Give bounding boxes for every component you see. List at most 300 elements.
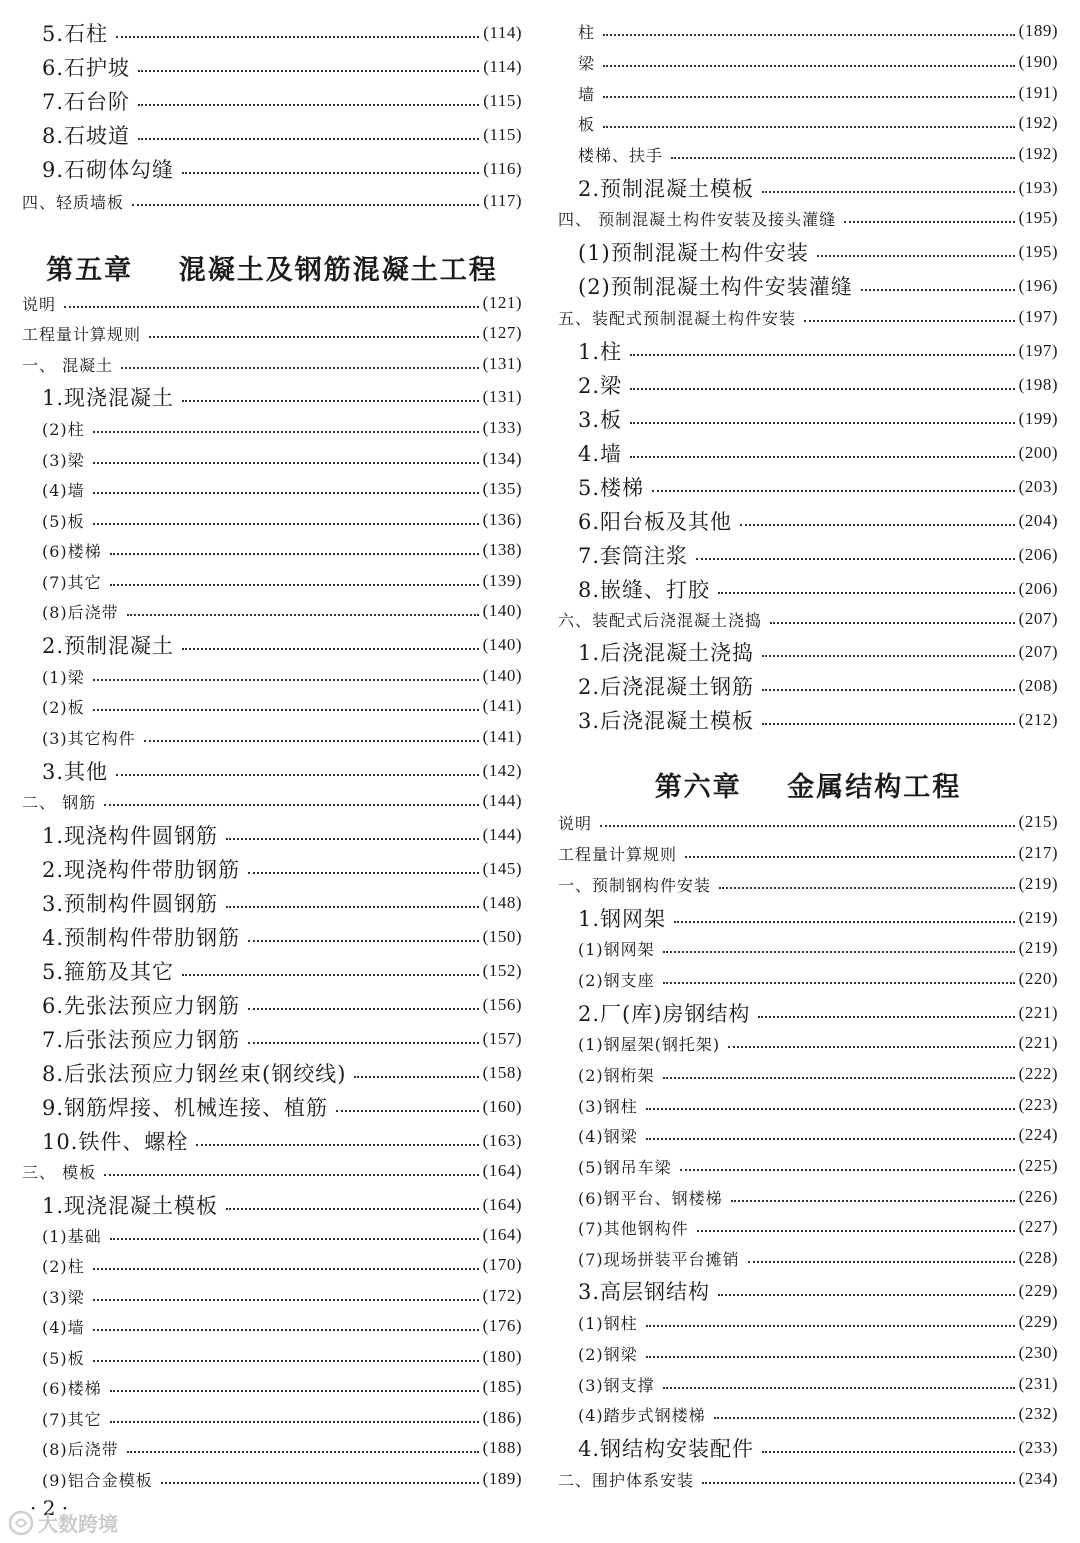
toc-entry-label: (7)其他钢构件 — [578, 1218, 689, 1238]
toc-entry-page: (217) — [1018, 843, 1058, 862]
dot-leader — [121, 367, 479, 369]
dot-leader — [762, 723, 1015, 725]
dot-leader — [93, 709, 479, 711]
toc-entry-label: (1)钢网架 — [578, 939, 655, 959]
toc-entry — [558, 807, 1058, 837]
toc-entry-label: (2)钢梁 — [578, 1344, 638, 1364]
toc-entry — [22, 186, 522, 216]
dot-leader — [354, 1076, 478, 1078]
dot-leader — [861, 289, 1015, 291]
toc-entry-page: (148) — [482, 893, 522, 912]
toc-entry-label: (6)楼梯 — [42, 541, 102, 561]
toc-entry-label: 4.钢结构安装配件 — [578, 1437, 755, 1461]
toc-entry-label: 墙 — [578, 84, 596, 104]
dot-leader — [696, 558, 1015, 560]
toc-entry — [22, 1372, 522, 1402]
dot-leader — [132, 204, 479, 206]
toc-entry-page: (231) — [1018, 1374, 1058, 1393]
dot-leader — [116, 36, 479, 38]
dot-leader — [680, 1169, 1015, 1171]
chapter-heading: 第五章 混凝土及钢筋混凝土工程 — [46, 255, 498, 286]
toc-entry — [558, 903, 1058, 933]
toc-entry — [22, 382, 522, 412]
toc-entry — [22, 661, 522, 691]
toc-entry-page: (164) — [482, 1161, 522, 1180]
toc-entry — [22, 120, 522, 150]
toc-entry-label: (2)预制混凝土构件安装灌缝 — [578, 275, 853, 299]
toc-entry — [558, 47, 1058, 77]
toc-entry-label: (1)钢屋架(钢托架) — [578, 1034, 721, 1054]
toc-entry-label: 3.预制构件圆钢筋 — [42, 892, 219, 916]
toc-entry-page: (116) — [483, 159, 522, 178]
toc-entry-label: (6)楼梯 — [42, 1378, 102, 1398]
toc-entry-page: (189) — [1018, 21, 1058, 40]
dot-leader — [646, 1138, 1015, 1140]
dot-leader — [630, 456, 1015, 458]
dot-leader — [93, 1299, 479, 1301]
dot-leader — [110, 553, 479, 555]
toc-entry-page: (206) — [1018, 545, 1058, 564]
toc-entry — [558, 705, 1058, 735]
toc-entry-label: 2.现浇构件带肋钢筋 — [42, 858, 241, 882]
toc-entry — [558, 1212, 1058, 1242]
toc-entry-label: 一、 混凝土 — [22, 355, 114, 375]
toc-entry-label: 5.箍筋及其它 — [42, 960, 175, 984]
toc-entry — [558, 1120, 1058, 1150]
toc-entry-label: 3.板 — [578, 408, 623, 432]
toc-entry-label: 2.预制混凝土模板 — [578, 177, 755, 201]
toc-entry-label: 9.钢筋焊接、机械连接、植筋 — [42, 1096, 329, 1120]
toc-entry-label: (4)钢梁 — [578, 1126, 638, 1146]
dot-leader — [226, 838, 479, 840]
toc-entry — [22, 956, 522, 986]
toc-entry-label: 三、 模板 — [22, 1162, 97, 1182]
toc-entry-page: (196) — [1018, 276, 1058, 295]
dot-leader — [740, 524, 1015, 526]
toc-entry-label: (5)钢吊车梁 — [578, 1157, 672, 1177]
dot-leader — [718, 1294, 1015, 1296]
toc-entry-label: 1.现浇构件圆钢筋 — [42, 824, 219, 848]
toc-entry-page: (150) — [482, 927, 522, 946]
toc-entry-label: 二、围护体系安装 — [558, 1470, 695, 1490]
toc-entry — [558, 16, 1058, 46]
toc-entry — [22, 854, 522, 884]
dot-leader — [93, 679, 479, 681]
toc-entry-label: (3)梁 — [42, 450, 85, 470]
toc-entry — [558, 78, 1058, 108]
toc-entry-label: 6.先张法预应力钢筋 — [42, 994, 241, 1018]
toc-entry — [558, 1182, 1058, 1212]
toc-entry — [558, 1243, 1058, 1273]
toc-entry-label: (1)钢柱 — [578, 1313, 638, 1333]
toc-entry-label: (1)预制混凝土构件安装 — [578, 241, 809, 265]
toc-entry — [558, 1399, 1058, 1429]
toc-entry-label: (7)现场拼装平台摊销 — [578, 1249, 740, 1269]
toc-entry-page: (195) — [1018, 208, 1058, 227]
toc-entry-page: (219) — [1018, 938, 1058, 957]
dot-leader — [714, 1417, 1015, 1419]
dot-leader — [138, 104, 479, 106]
dot-leader — [663, 1387, 1015, 1389]
toc-entry-label: (3)梁 — [42, 1287, 85, 1307]
dot-leader — [844, 221, 1015, 223]
toc-entry-page: (229) — [1018, 1312, 1058, 1331]
toc-entry — [22, 318, 522, 348]
toc-entry-page: (229) — [1018, 1281, 1058, 1300]
toc-entry-page: (170) — [482, 1255, 522, 1274]
toc-entry — [558, 404, 1058, 434]
toc-entry-label: (2)柱 — [42, 419, 85, 439]
toc-entry-page: (133) — [482, 418, 522, 437]
toc-entry — [22, 444, 522, 474]
toc-entry — [22, 1464, 522, 1494]
toc-entry-page: (220) — [1018, 969, 1058, 988]
toc-entry — [558, 1338, 1058, 1368]
toc-entry-page: (188) — [482, 1438, 522, 1457]
toc-entry-label: 5.楼梯 — [578, 476, 645, 500]
toc-entry — [558, 203, 1058, 233]
toc-entry-label: 工程量计算规则 — [22, 324, 142, 344]
dot-leader — [248, 1008, 479, 1010]
toc-entry — [558, 237, 1058, 267]
toc-entry-label: 8.嵌缝、打胶 — [578, 578, 711, 602]
dot-leader — [646, 1108, 1015, 1110]
toc-entry — [22, 1311, 522, 1341]
toc-entry-label: (7)其它 — [42, 572, 102, 592]
toc-entry-page: (225) — [1018, 1156, 1058, 1175]
toc-entry-page: (141) — [482, 696, 522, 715]
toc-entry-page: (138) — [482, 540, 522, 559]
toc-entry — [558, 173, 1058, 203]
toc-entry-page: (234) — [1018, 1469, 1058, 1488]
toc-entry-page: (215) — [1018, 812, 1058, 831]
toc-entry — [22, 505, 522, 535]
dot-leader — [603, 34, 1015, 36]
toc-entry-label: 1.钢网架 — [578, 907, 667, 931]
toc-entry-page: (198) — [1018, 375, 1058, 394]
toc-entry-page: (163) — [482, 1131, 522, 1150]
toc-entry-label: (4)墙 — [42, 480, 85, 500]
toc-entry-label: (4)墙 — [42, 1317, 85, 1337]
toc-entry-label: 说明 — [22, 294, 57, 314]
toc-entry-label: 1.柱 — [578, 340, 623, 364]
dot-leader — [138, 138, 479, 140]
toc-entry — [22, 1250, 522, 1280]
toc-entry — [558, 998, 1058, 1028]
dot-leader — [127, 1451, 479, 1453]
toc-entry-page: (115) — [483, 91, 522, 110]
toc-entry-page: (115) — [483, 125, 522, 144]
toc-entry-page: (140) — [482, 635, 522, 654]
toc-entry-label: 7.后张法预应力钢筋 — [42, 1028, 241, 1052]
dot-leader — [182, 648, 479, 650]
dot-leader — [646, 1325, 1015, 1327]
toc-entry — [22, 566, 522, 596]
dot-leader — [674, 921, 1015, 923]
dot-leader — [248, 940, 479, 942]
toc-entry — [558, 438, 1058, 468]
toc-entry-page: (191) — [1018, 83, 1058, 102]
toc-entry-label: 梁 — [578, 53, 596, 73]
toc-entry-label: (2)钢桁架 — [578, 1065, 655, 1085]
toc-entry — [22, 1403, 522, 1433]
toc-entry-page: (233) — [1018, 1438, 1058, 1457]
toc-entry — [558, 1276, 1058, 1306]
dot-leader — [248, 872, 479, 874]
toc-entry — [22, 86, 522, 116]
toc-entry-label: 10.铁件、螺栓 — [42, 1130, 189, 1154]
toc-entry — [558, 869, 1058, 899]
toc-entry-label: 说明 — [558, 813, 593, 833]
dot-leader — [144, 740, 479, 742]
dot-leader — [646, 1356, 1015, 1358]
toc-entry-page: (190) — [1018, 52, 1058, 71]
dot-leader — [110, 1421, 479, 1423]
dot-leader — [758, 1016, 1014, 1018]
toc-entry — [22, 1190, 522, 1220]
toc-entry-label: (1)梁 — [42, 667, 85, 687]
toc-entry — [22, 474, 522, 504]
dot-leader — [182, 974, 479, 976]
dot-leader — [93, 1360, 479, 1362]
dot-leader — [149, 336, 479, 338]
toc-entry-page: (228) — [1018, 1248, 1058, 1267]
toc-entry — [22, 786, 522, 816]
dot-leader — [663, 982, 1015, 984]
toc-entry — [558, 1090, 1058, 1120]
toc-entry-page: (221) — [1018, 1033, 1058, 1052]
toc-entry — [558, 1464, 1058, 1494]
dot-leader — [64, 306, 479, 308]
toc-entry-label: 工程量计算规则 — [558, 844, 678, 864]
toc-entry-label: (4)踏步式钢楼梯 — [578, 1405, 706, 1425]
toc-entry-page: (208) — [1018, 676, 1058, 695]
toc-entry-page: (226) — [1018, 1187, 1058, 1206]
dot-leader — [697, 1230, 1015, 1232]
toc-entry-page: (192) — [1018, 144, 1058, 163]
toc-entry — [558, 838, 1058, 868]
dot-leader — [728, 1046, 1015, 1048]
toc-entry-page: (134) — [482, 449, 522, 468]
dot-leader — [718, 592, 1015, 594]
toc-entry-label: 柱 — [578, 22, 596, 42]
dot-leader — [182, 400, 479, 402]
dot-leader — [603, 65, 1015, 67]
toc-entry-label: 2.预制混凝土 — [42, 634, 175, 658]
toc-entry-label: 四、 预制混凝土构件安装及接头灌缝 — [558, 209, 837, 229]
toc-entry-page: (136) — [482, 510, 522, 529]
toc-entry-page: (221) — [1018, 1003, 1058, 1022]
toc-entry-page: (192) — [1018, 113, 1058, 132]
toc-entry-page: (185) — [482, 1377, 522, 1396]
toc-entry-page: (219) — [1018, 874, 1058, 893]
toc-entry — [558, 637, 1058, 667]
toc-entry-page: (139) — [482, 571, 522, 590]
toc-entry-label: (1)基础 — [42, 1226, 102, 1246]
dot-leader — [652, 490, 1015, 492]
toc-entry-page: (230) — [1018, 1343, 1058, 1362]
dot-leader — [110, 1390, 479, 1392]
toc-entry-page: (219) — [1018, 908, 1058, 927]
toc-entry-page: (206) — [1018, 579, 1058, 598]
toc-entry — [22, 722, 522, 752]
toc-entry-label: 四、轻质墙板 — [22, 192, 125, 212]
dot-leader — [671, 157, 1015, 159]
dot-leader — [702, 1482, 1015, 1484]
dot-leader — [182, 172, 479, 174]
toc-entry-page: (195) — [1018, 242, 1058, 261]
dot-leader — [762, 689, 1015, 691]
watermark — [8, 1508, 118, 1537]
toc-entry — [558, 964, 1058, 994]
toc-entry — [22, 888, 522, 918]
toc-entry — [558, 1307, 1058, 1337]
toc-entry-label: 1.后浇混凝土浇捣 — [578, 641, 755, 665]
dot-leader — [127, 614, 479, 616]
toc-entry — [22, 18, 522, 48]
toc-entry-page: (232) — [1018, 1404, 1058, 1423]
dot-leader — [762, 1451, 1015, 1453]
toc-entry — [22, 1433, 522, 1463]
toc-entry-label: 8.石坡道 — [42, 124, 131, 148]
toc-entry-page: (180) — [482, 1347, 522, 1366]
toc-entry — [558, 271, 1058, 301]
toc-entry — [558, 302, 1058, 332]
dot-leader — [603, 96, 1015, 98]
dot-leader — [196, 1144, 478, 1146]
toc-entry — [22, 1220, 522, 1250]
dot-leader — [685, 856, 1015, 858]
toc-entry — [558, 933, 1058, 963]
toc-entry-page: (197) — [1018, 307, 1058, 326]
chapter-heading: 第六章 金属结构工程 — [654, 772, 962, 803]
toc-entry-label: (7)其它 — [42, 1409, 102, 1429]
toc-entry — [558, 1151, 1058, 1181]
toc-entry — [558, 671, 1058, 701]
toc-entry-label: (6)钢平台、钢楼梯 — [578, 1188, 723, 1208]
toc-entry-label: 3.高层钢结构 — [578, 1280, 711, 1304]
dot-leader — [93, 1268, 479, 1270]
logo-icon — [8, 1510, 34, 1536]
dot-leader — [603, 126, 1015, 128]
dot-leader — [93, 523, 479, 525]
toc-entry — [22, 820, 522, 850]
toc-entry-page: (197) — [1018, 341, 1058, 360]
dot-leader — [663, 1077, 1015, 1079]
dot-leader — [104, 1174, 479, 1176]
toc-entry-page: (164) — [482, 1195, 522, 1214]
toc-entry-page: (186) — [482, 1408, 522, 1427]
toc-entry-label: 3.其他 — [42, 760, 109, 784]
toc-entry — [22, 1342, 522, 1372]
toc-entry-label: (2)板 — [42, 697, 85, 717]
toc-entry — [558, 108, 1058, 138]
toc-entry — [22, 288, 522, 318]
toc-entry — [558, 336, 1058, 366]
dot-leader — [663, 951, 1015, 953]
dot-leader — [226, 1208, 479, 1210]
toc-entry-label: 2.梁 — [578, 374, 623, 398]
dot-leader — [762, 655, 1015, 657]
dot-leader — [226, 906, 479, 908]
toc-entry-page: (141) — [482, 727, 522, 746]
toc-entry-label: 1.现浇混凝土模板 — [42, 1194, 219, 1218]
toc-entry-page: (144) — [482, 825, 522, 844]
toc-entry — [22, 630, 522, 660]
toc-entry-label: (3)钢支撑 — [578, 1375, 655, 1395]
toc-entry-label: 7.石台阶 — [42, 90, 131, 114]
toc-entry-label: 一、预制钢构件安装 — [558, 875, 712, 895]
watermark-text: 大数跨境 — [38, 1512, 118, 1536]
toc-entry — [22, 1058, 522, 1088]
toc-entry — [22, 990, 522, 1020]
toc-entry-label: (5)板 — [42, 511, 85, 531]
toc-entry-page: (222) — [1018, 1064, 1058, 1083]
dot-leader — [600, 825, 1015, 827]
dot-leader — [719, 887, 1015, 889]
toc-entry-page: (176) — [482, 1316, 522, 1335]
toc-entry — [22, 1281, 522, 1311]
toc-entry-label: (3)其它构件 — [42, 728, 136, 748]
toc-entry-page: (158) — [482, 1063, 522, 1082]
toc-entry — [22, 691, 522, 721]
toc-entry-label: (8)后浇带 — [42, 1439, 119, 1459]
toc-entry — [558, 1369, 1058, 1399]
toc-entry-page: (152) — [482, 961, 522, 980]
toc-entry-label: 二、 钢筋 — [22, 792, 97, 812]
toc-entry-label: (3)钢柱 — [578, 1096, 638, 1116]
toc-entry — [22, 1156, 522, 1186]
toc-entry-page: (144) — [482, 791, 522, 810]
toc-entry-label: (9)铝合金模板 — [42, 1470, 153, 1490]
dot-leader — [248, 1042, 479, 1044]
toc-entry-label: 6.石护坡 — [42, 56, 131, 80]
toc-entry-page: (157) — [482, 1029, 522, 1048]
dot-leader — [770, 622, 1015, 624]
dot-leader — [93, 431, 479, 433]
toc-entry-label: 3.后浇混凝土模板 — [578, 709, 755, 733]
dot-leader — [110, 584, 479, 586]
toc-entry — [558, 604, 1058, 634]
toc-entry-page: (207) — [1018, 642, 1058, 661]
toc-entry-page: (200) — [1018, 443, 1058, 462]
toc-entry-page: (140) — [482, 666, 522, 685]
dot-leader — [138, 70, 479, 72]
toc-entry-page: (212) — [1018, 710, 1058, 729]
dot-leader — [336, 1110, 479, 1112]
toc-entry-page: (114) — [483, 57, 522, 76]
toc-entry-label: (5)板 — [42, 1348, 85, 1368]
toc-entry — [558, 1059, 1058, 1089]
toc-entry-page: (224) — [1018, 1125, 1058, 1144]
toc-entry-label: 6.阳台板及其他 — [578, 510, 733, 534]
dot-leader — [817, 255, 1015, 257]
toc-entry-label: 2.厂(库)房钢结构 — [578, 1002, 751, 1026]
toc-entry-label: 7.套筒注浆 — [578, 544, 689, 568]
toc-entry-label: 六、装配式后浇混凝土浇捣 — [558, 610, 763, 630]
toc-entry-page: (204) — [1018, 511, 1058, 530]
toc-entry — [22, 756, 522, 786]
toc-entry — [22, 596, 522, 626]
dot-leader — [161, 1482, 479, 1484]
toc-entry-label: 9.石砌体勾缝 — [42, 158, 175, 182]
toc-entry-label: 4.预制构件带肋钢筋 — [42, 926, 241, 950]
toc-entry — [558, 472, 1058, 502]
toc-entry — [558, 1433, 1058, 1463]
toc-entry-page: (203) — [1018, 477, 1058, 496]
toc-entry — [22, 154, 522, 184]
toc-entry-label: (8)后浇带 — [42, 602, 119, 622]
